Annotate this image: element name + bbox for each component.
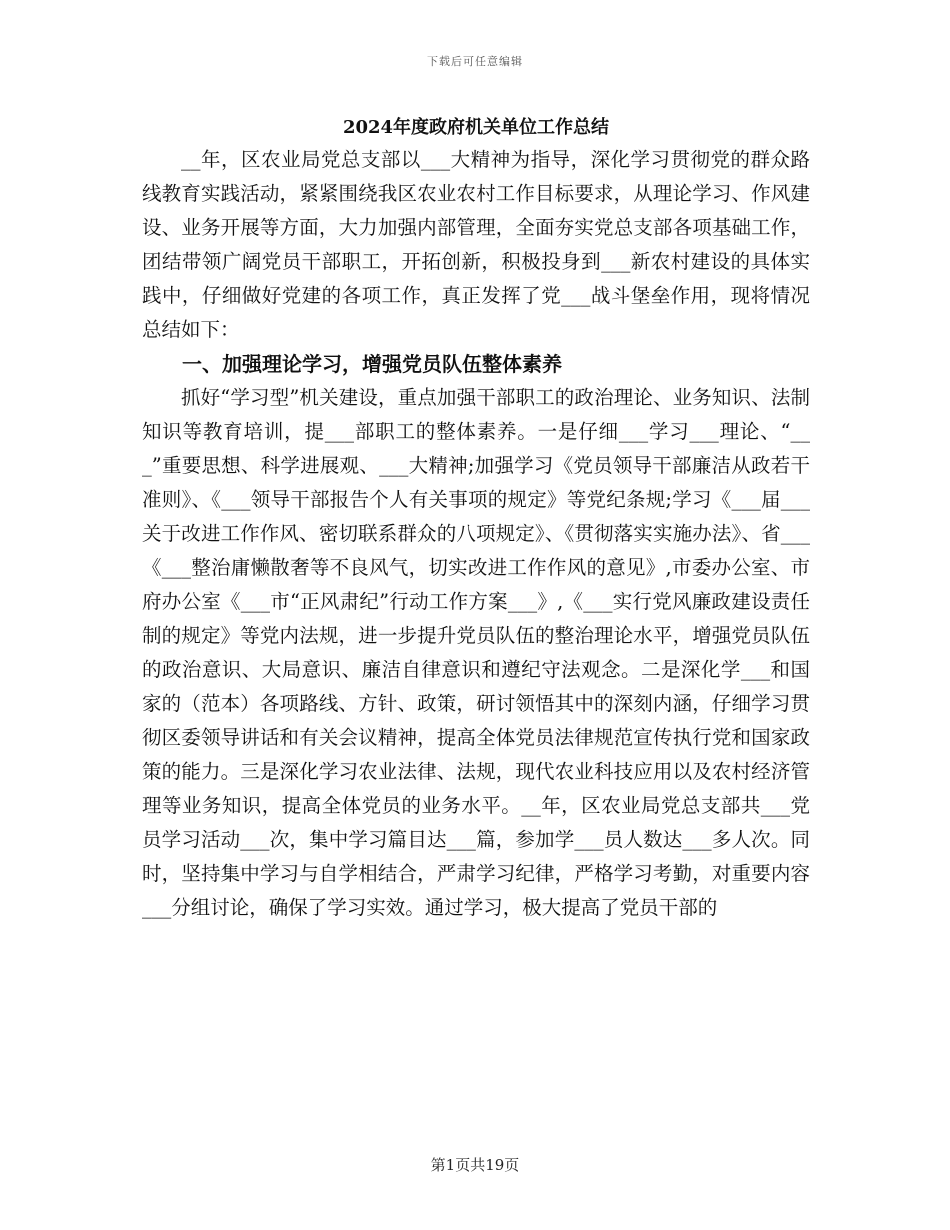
document-title: 2024年度政府机关单位工作总结 <box>342 117 610 138</box>
page-number-footer: 第1页共19页 <box>430 1156 520 1174</box>
section-heading-1: 一、加强理论学习，增强党员队伍整体素养 <box>182 352 562 376</box>
section-1-paragraph: 抓好“学习型”机关建设，重点加强干部职工的政治理论、业务知识、法制知识等教育培训，提___部职工的整体素养。一是仔细___学习___理论、“___”重要思想、科学进展观、___大精神;加强学习《党员领导干部廉洁从政若干准则》、《___领导干部报告个人有关事项的规定》等党纪条规;学习《___届___关于改进工作作风、密切联系群众的八项规定》、《贯彻落实实施办法》、省___《___整治庸懒散奢等不良风气，切实改进工作作风的意见》,市委办公室、市府办公室《___市“正风肃纪”行动工作方案___》,《___实行党风廉政建设责任制的规定》等党内法规，进一步提升党员队伍的整治理论水平，增强党员队伍的政治意识、大局意识、廉洁自律意识和遵纪守法观念。二是深化学___和国家的（范本）各项路线、方针、政策，研讨领悟其中的深刻内涵，仔细学习贯彻区委领导讲话和有关会议精神，提高全体党员法律规范宣传执行党和国家政策的能力。三是深化学习农业法律、法规，现代农业科技应用以及农村经济管理等业务知识，提高全体党员的业务水平。__年，区农业局党总支部共___党员学习活动___次，集中学习篇目达___篇，参加学___员人数达___多人次。同时，坚持集中学习与自学相结合，严肃学习纪律，严格学习考勤，对重要内容___分组讨论，确保了学习实效。通过学习，极大提高了党员干部的 <box>142 386 810 919</box>
intro-paragraph: __年，区农业局党总支部以___大精神为指导，深化学习贯彻党的群众路线教育实践活动，紧紧围绕我区农业农村工作目标要求，从理论学习、作风建设、业务开展等方面，大力加强内部管理，全面夯实党总支部各项基础工作，团结带领广阔党员干部职工，开拓创新，积极投身到___新农村建设的具体实践中，仔细做好党建的各项工作，真正发挥了党___战斗堡垒作用，现将情况总结如下： <box>142 148 810 341</box>
header-note: 下载后可任意编辑 <box>427 55 523 68</box>
document-body <box>142 113 810 925</box>
